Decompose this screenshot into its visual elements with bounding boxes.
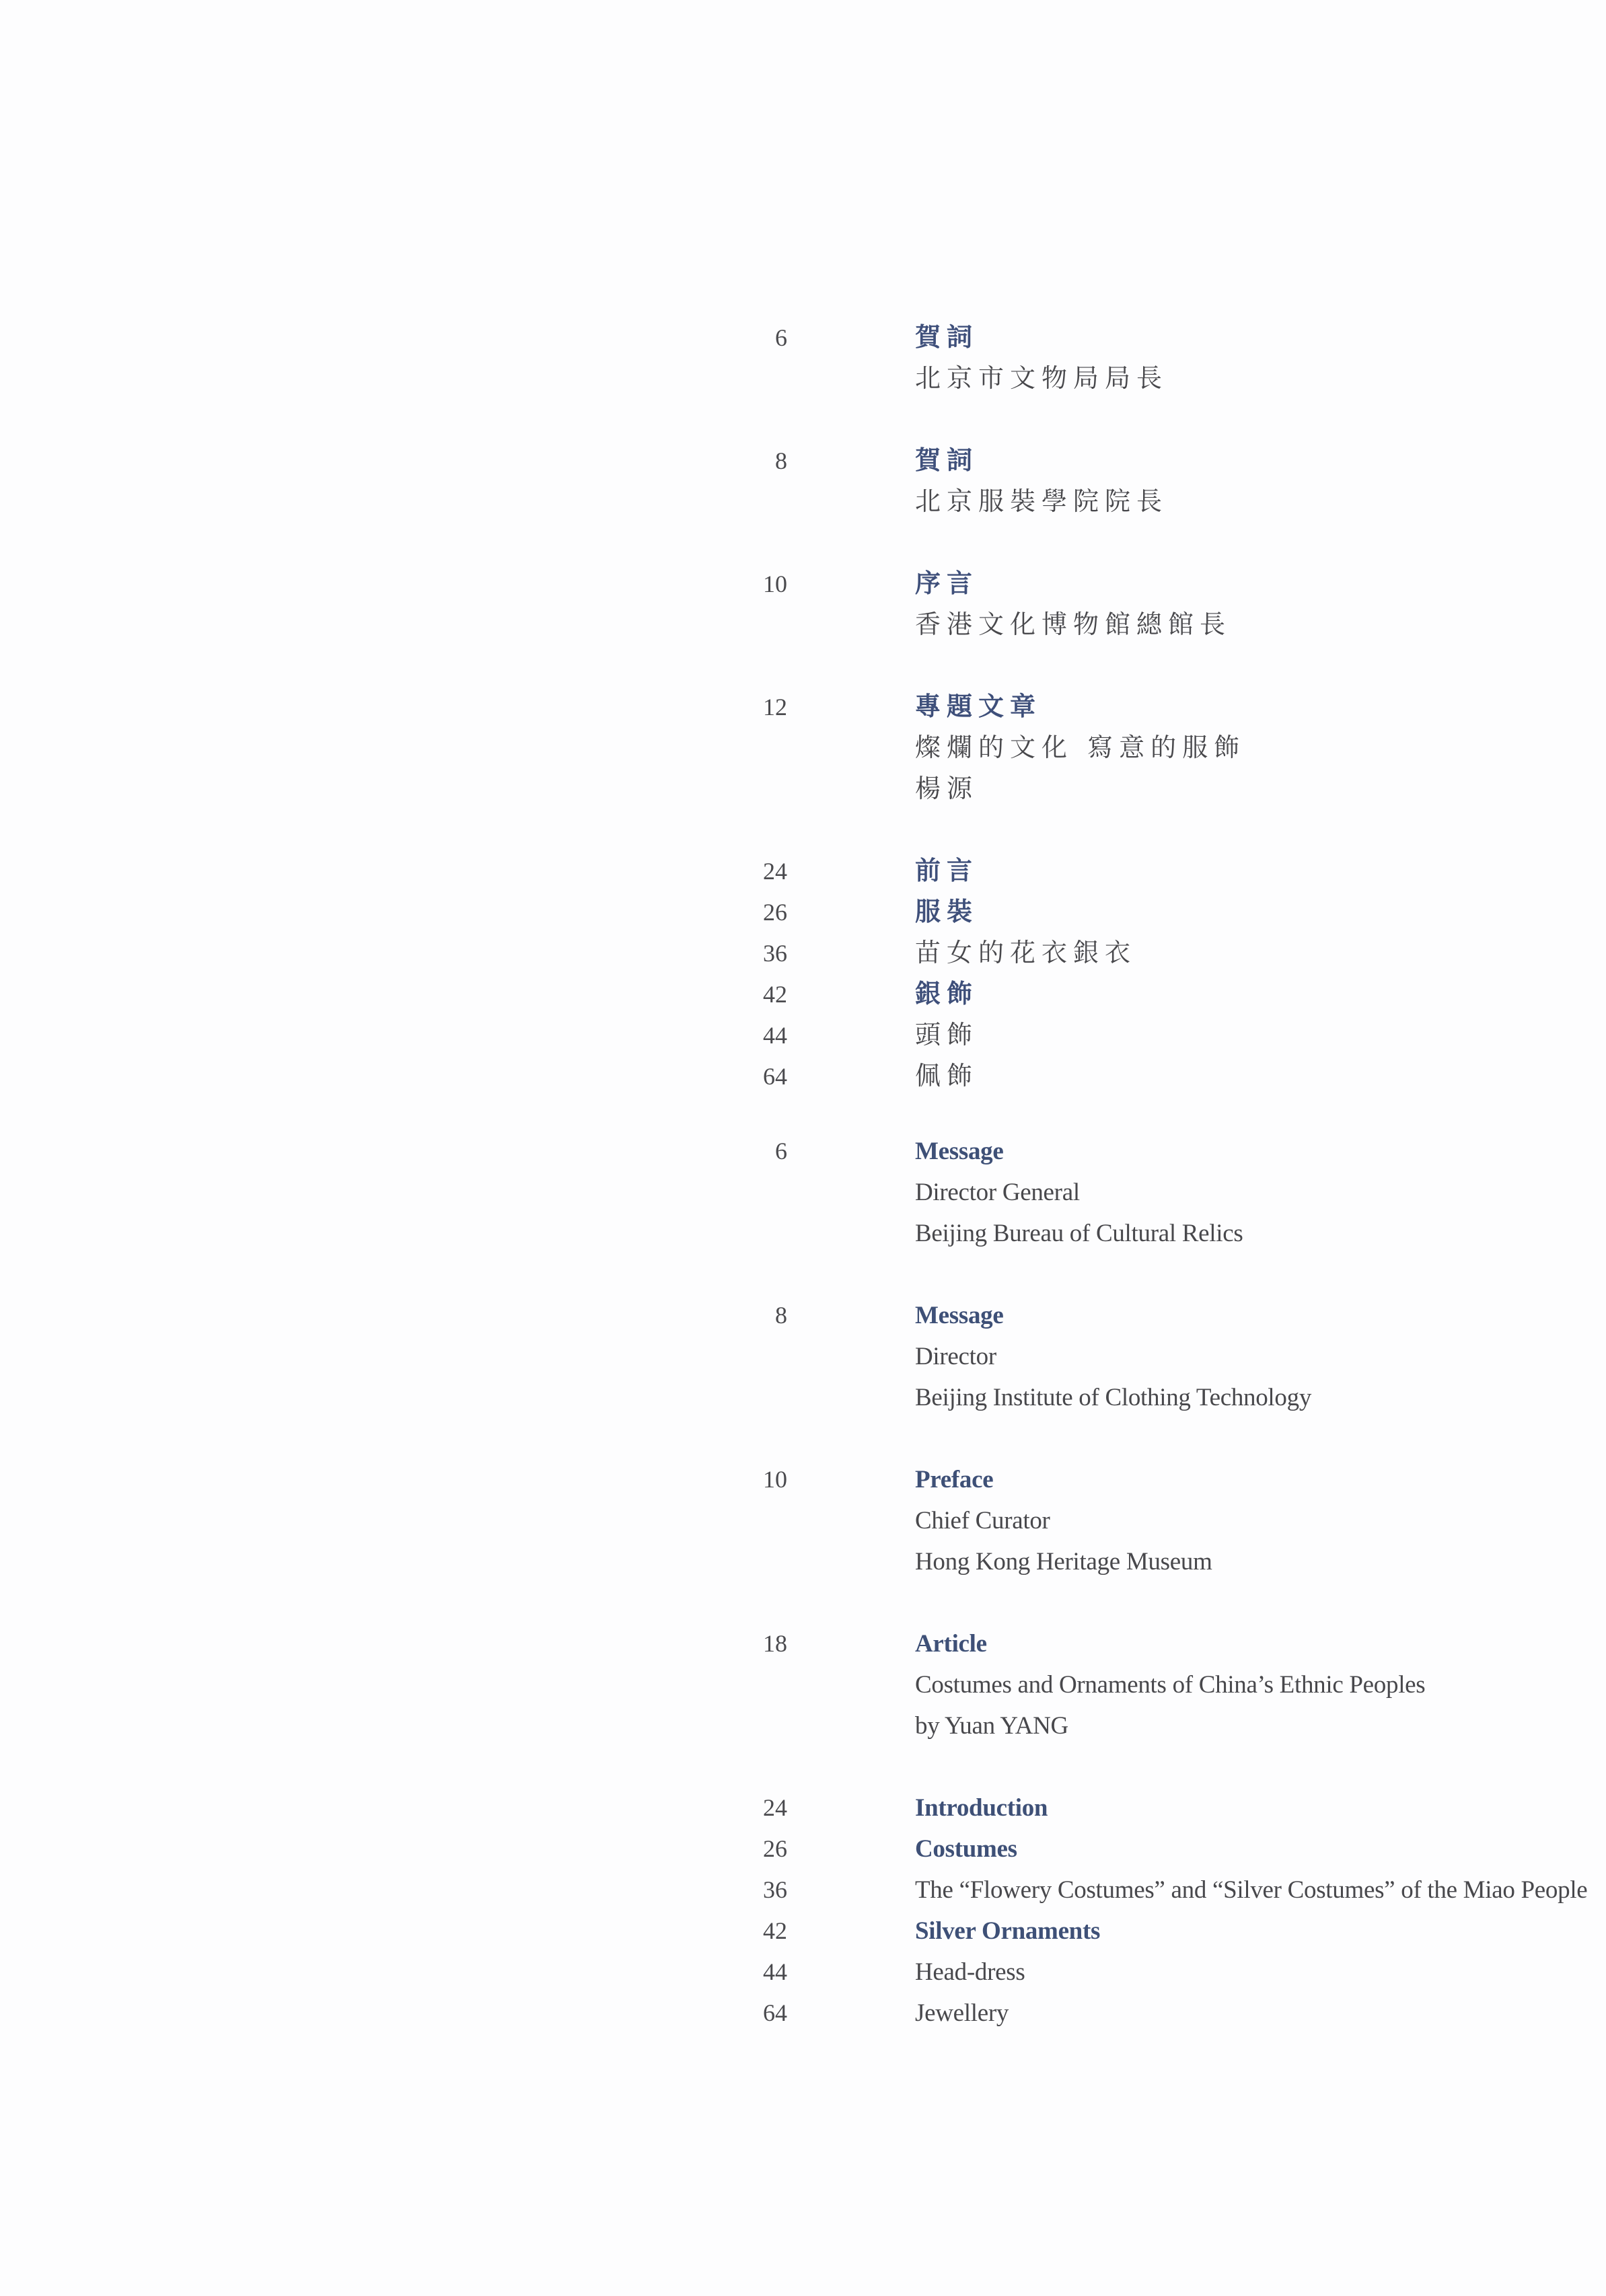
list-item[interactable] [727, 1958, 1574, 1999]
toc-en-entry [727, 1465, 1574, 1588]
section-subtitle: Director [915, 1343, 996, 1370]
toc-zh-entry [727, 686, 1574, 809]
page-number: 10 [763, 1466, 787, 1493]
list-item[interactable] [727, 1055, 1574, 1096]
page-number: 12 [763, 694, 787, 720]
page-number: 8 [775, 1302, 787, 1329]
list-item-label: 前言 [915, 855, 979, 885]
section-author: 楊源 [915, 774, 979, 803]
toc-zh-entry [727, 439, 1574, 521]
list-item[interactable] [727, 891, 1574, 932]
section-subtitle: 北京服裝學院院長 [915, 486, 1169, 516]
toc-en-list [727, 1793, 1588, 2040]
section-title[interactable]: 賀詞 [915, 445, 979, 475]
list-item[interactable] [727, 1793, 1574, 1835]
section-subtitle: Beijing Institute of Clothing Technology [915, 1384, 1312, 1411]
section-subtitle: 北京市文物局局長 [915, 363, 1169, 393]
section-subtitle: Costumes and Ornaments of China’s Ethnic Peoples [915, 1671, 1426, 1699]
toc-en-entry [727, 1137, 1574, 1260]
page-number: 44 [763, 1958, 787, 1985]
list-item-label: The “Flowery Costumes” and “Silver Costumes” of the Miao People [915, 1876, 1588, 1904]
section-subtitle: Hong Kong Heritage Museum [915, 1548, 1212, 1576]
page-number: 6 [775, 324, 787, 351]
list-item[interactable] [727, 1917, 1574, 1958]
list-item-label: 服裝 [915, 896, 979, 926]
toc-en-entry [727, 1629, 1574, 1752]
list-item-label: 銀飾 [915, 978, 979, 1008]
page-number: 36 [763, 1876, 787, 1903]
section-title[interactable]: Article [915, 1630, 987, 1658]
section-title[interactable]: Preface [915, 1466, 994, 1493]
page-number: 26 [763, 1835, 787, 1862]
section-title[interactable]: 賀詞 [915, 322, 979, 352]
section-subtitle: 燦爛的文化 寫意的服飾 [915, 733, 1246, 762]
section-subtitle: 香港文化博物館總館長 [915, 609, 1232, 639]
page-number: 26 [763, 899, 787, 926]
page-number: 64 [763, 1999, 787, 2026]
section-title[interactable]: 序言 [915, 568, 979, 598]
list-item-label: 頭飾 [915, 1020, 979, 1049]
page-number: 42 [763, 981, 787, 1008]
list-item[interactable] [727, 1999, 1574, 2040]
list-item-label: 苗女的花衣銀衣 [915, 938, 1137, 967]
list-item[interactable] [727, 1835, 1574, 1876]
list-item-label: Head-dress [915, 1958, 1025, 1986]
page-number: 18 [763, 1630, 787, 1657]
list-item-label: Costumes [915, 1835, 1017, 1863]
page-number: 6 [775, 1138, 787, 1164]
page-number: 24 [763, 1794, 787, 1821]
section-title[interactable]: Message [915, 1302, 1004, 1329]
toc-zh-entry [727, 316, 1574, 398]
toc-zh-list [727, 850, 1574, 1096]
list-item[interactable] [727, 1876, 1588, 1917]
table-of-contents [727, 316, 1588, 2040]
list-item-label: Introduction [915, 1794, 1048, 1822]
list-item[interactable] [727, 1014, 1574, 1055]
toc-zh-entry [727, 562, 1574, 644]
section-title[interactable]: 專題文章 [915, 691, 1042, 721]
section-subtitle: Director General [915, 1179, 1080, 1206]
list-item[interactable] [727, 932, 1574, 973]
page-number: 10 [763, 570, 787, 597]
section-title[interactable]: Message [915, 1138, 1004, 1165]
section-subtitle: Beijing Bureau of Cultural Relics [915, 1220, 1243, 1247]
toc-en-entry [727, 1301, 1574, 1424]
page-number: 64 [763, 1063, 787, 1090]
page-number: 8 [775, 447, 787, 474]
page-number: 42 [763, 1917, 787, 1944]
list-item-label: Jewellery [915, 1999, 1009, 2027]
list-item[interactable] [727, 850, 1574, 891]
list-item-label: Silver Ornaments [915, 1917, 1101, 1945]
page-number: 36 [763, 940, 787, 967]
page-number: 24 [763, 858, 787, 885]
section-subtitle: Chief Curator [915, 1507, 1050, 1534]
page-number: 44 [763, 1022, 787, 1049]
section-author: by Yuan YANG [915, 1712, 1068, 1740]
list-item[interactable] [727, 973, 1574, 1014]
list-item-label: 佩飾 [915, 1061, 979, 1090]
